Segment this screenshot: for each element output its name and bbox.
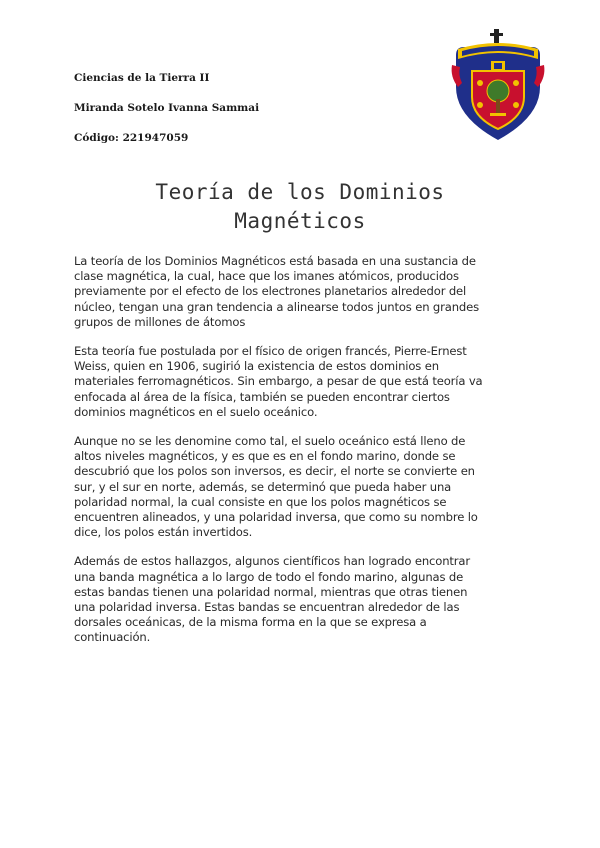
paragraph (74, 554, 530, 645)
paragraph (74, 434, 530, 540)
paragraph (74, 344, 530, 420)
text-line: materiales ferromagnéticos. Sin embargo, a pesar de que está teoría va (74, 374, 483, 389)
text-line: Esta teoría fue postulada por el físico de origen francés, Pierre-Ernest (74, 344, 467, 359)
text-line: previamente por el efecto de los electrones planetarios alrededor del (74, 284, 467, 299)
text-line: clase magnética, la cual, hace que los imanes atómicos, producidos (74, 269, 459, 284)
text-line: descubrió que los polos son inversos, es decir, el norte se convierte en (74, 464, 475, 479)
text-line: altos niveles magnéticos, y es que es en el fondo marino, donde se (74, 449, 456, 464)
text-line: Weiss, quien en 1906, sugirió la existencia de estos dominios en (74, 359, 439, 374)
author-header (74, 70, 374, 160)
paragraph (74, 254, 530, 330)
text-line: encuentren alineados, y una polaridad inversa, que como su nombre lo (74, 510, 478, 525)
text-line: continuación. (74, 630, 151, 645)
text-line: Aunque no se les denomine como tal, el suelo oceánico está lleno de (74, 434, 466, 449)
text-line: Además de estos hallazgos, algunos científicos han logrado encontrar (74, 554, 470, 569)
text-line: sur, y el sur en norte, además, se determinó que pueda haber una (74, 479, 452, 494)
course-name: Ciencias de la Tierra II (74, 72, 210, 84)
text-line: dorsales oceánicas, de la misma forma en la que se expresa a (74, 615, 427, 630)
text-line: estas bandas tienen una polaridad normal, mientras que otras tienen (74, 584, 468, 599)
student-name: Miranda Sotelo Ivanna Sammai (74, 102, 260, 114)
text-line: dice, los polos están invertidos. (74, 525, 253, 540)
text-line: polaridad normal, la cual consiste en que los polos magnéticos se (74, 494, 447, 509)
university-crest-icon (448, 25, 548, 145)
text-line: La teoría de los Dominios Magnéticos está basada en una sustancia de (74, 254, 476, 268)
title-line: Magnéticos (234, 209, 366, 233)
student-code: Código: 221947059 (74, 132, 189, 144)
text-line: enfocada al área de la física, también se pueden encontrar ciertos (74, 389, 450, 404)
text-line: una polaridad inversa. Estas bandas se encuentran alrededor de las (74, 600, 460, 615)
text-line: grupos de millones de átomos (74, 314, 246, 329)
title-line: Teoría de los Dominios (155, 180, 445, 204)
text-line: dominios magnéticos en el suelo oceánico. (74, 404, 318, 419)
text-line: una banda magnética a lo largo de todo el fondo marino, algunas de (74, 569, 464, 584)
page-title (74, 178, 526, 236)
document-body (74, 254, 530, 660)
text-line: núcleo, tengan una gran tendencia a alinearse todos juntos en grandes (74, 299, 479, 314)
